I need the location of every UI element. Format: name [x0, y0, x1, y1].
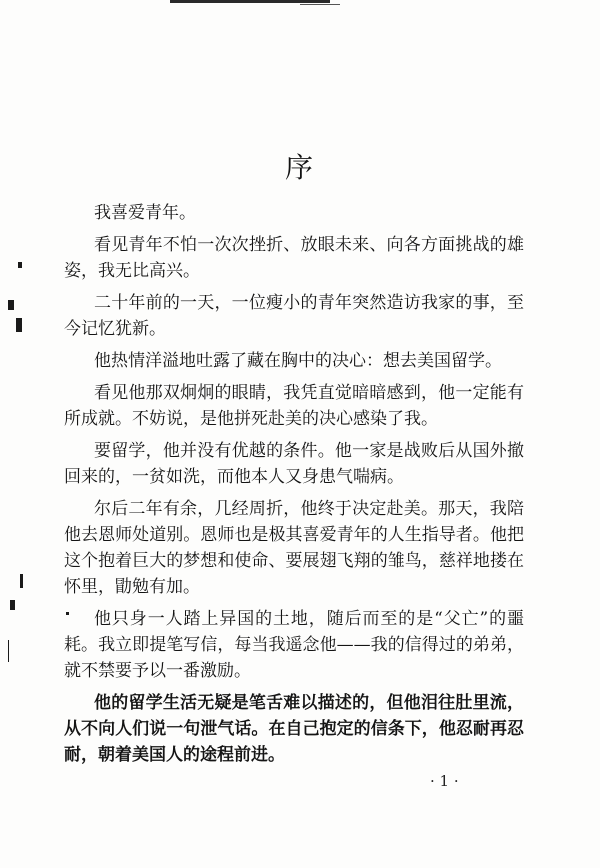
- scan-mark: [8, 300, 14, 310]
- paragraph: 二十年前的一天，一位瘦小的青年突然造访我家的事，至今记忆犹新。: [64, 293, 524, 339]
- paragraph: 他只身一人踏上异国的土地，随后而至的是“父亡”的噩耗。我立即提笔写信，每当我遥念他——我的信得过的弟弟，就不禁要予以一番激励。: [64, 609, 524, 681]
- body-text: [64, 200, 524, 774]
- page-number: · 1 ·: [430, 772, 459, 790]
- paragraph: 他的留学生活无疑是笔舌难以描述的，但他泪往肚里流，从不向人们说一句泄气话。在自己抱定的信条下，他忍耐再忍耐，朝着美国人的途程前进。: [64, 693, 524, 765]
- paragraph: 我喜爱青年。: [94, 203, 196, 223]
- paragraph: 看见他那双炯炯的眼睛，我凭直觉暗暗感到，他一定能有所成就。不妨说，是他拼死赴美的决心感染了我。: [64, 383, 524, 429]
- page-title: 序: [284, 151, 315, 184]
- paragraph: 他热情洋溢地吐露了藏在胸中的决心：想去美国留学。: [94, 351, 502, 371]
- paragraph: 要留学，他并没有优越的条件。他一家是战败后从国外撤回来的，一贫如洗，而他本人又身患气喘病。: [64, 441, 524, 487]
- top-rule: [170, 0, 330, 3]
- paragraph: 看见青年不怕一次次挫折、放眼未来、向各方面挑战的雄姿，我无比高兴。: [64, 235, 524, 281]
- scan-mark: [16, 318, 22, 332]
- scan-mark: [8, 640, 9, 662]
- top-rule-accent: [300, 4, 340, 5]
- scan-mark: [20, 574, 23, 588]
- scan-mark: [18, 262, 22, 268]
- paragraph: 尔后二年有余，几经周折，他终于决定赴美。那天，我陪他去恩师处道别。恩师也是极其喜爱青年的人生指导者。他把这个抱着巨大的梦想和使命、要展翅飞翔的雏鸟，慈祥地搂在怀里，勖勉有加。: [64, 499, 524, 597]
- scan-mark: [10, 600, 15, 610]
